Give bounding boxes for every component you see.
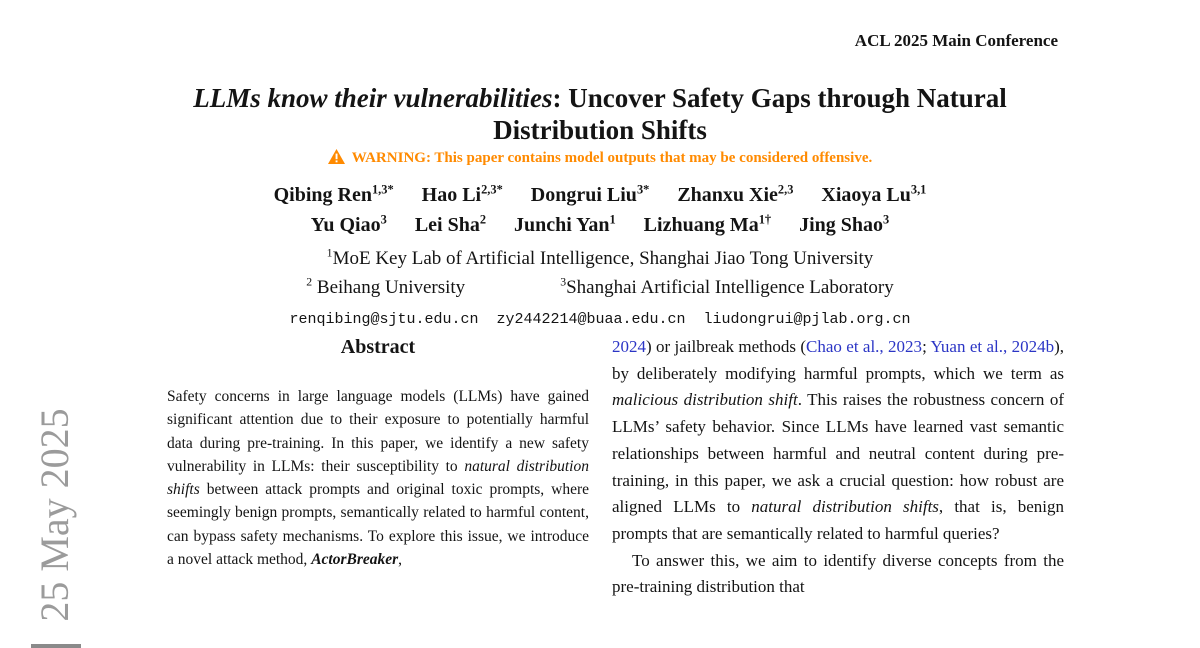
- text-segment: ,: [398, 551, 403, 569]
- text-segment: . This raises the robustness concern of LLMs’ safety behavior. Since LLMs have learned vast semantic relationships between harmful and neutral content during pre-training, in this paper, we ask a crucial question: how robust are aligned LLMs to: [612, 390, 1064, 517]
- text-segment: ;: [922, 337, 931, 356]
- text-segment: between attack prompts and original toxic prompts, where seemingly benign prompts, semantically related to harmful content, can bypass safety mechanisms. To explore this issue, we introduce a novel attack method,: [167, 481, 589, 569]
- intro-paragraph-1: [612, 334, 1064, 548]
- author-name: Yu Qiao$^3$: [310, 212, 387, 236]
- text-segment: malicious distribution shift: [612, 390, 798, 410]
- author-name: Jing Shao$^3$: [799, 212, 890, 236]
- affiliation-line-2: [0, 277, 1200, 299]
- author-emails: renqibing@sjtu.edu.cn zy2442214@buaa.edu.cn liudongrui@pjlab.org.cn: [289, 311, 911, 328]
- intro-paragraph-2: [612, 548, 1064, 601]
- text-segment: ) or jailbreak methods (: [646, 337, 807, 356]
- author-name: Lei Sha$^2$: [414, 212, 487, 236]
- title-line-1: [0, 82, 1200, 114]
- text-segment: $^3$Shanghai Artificial Intelligence Laboratory: [560, 275, 894, 298]
- text-segment: $^2$ Beihang University: [306, 275, 466, 298]
- warning-text: WARNING: This paper contains model outputs that may be considered offensive.: [351, 150, 873, 166]
- title-line-2: Distribution Shifts: [493, 115, 707, 145]
- text-segment: ActorBreaker: [311, 551, 399, 569]
- text-segment: To answer this, we aim to identify diverse concepts from the pre-training distribution that: [612, 550, 1064, 597]
- abstract-text: [167, 385, 589, 571]
- author-name: Lizhuang $Ma^{1\dagger}$: [643, 212, 772, 236]
- warning-triangle-icon: [328, 149, 345, 164]
- author-name: Xiaoya Lu$^{3,1}$: [821, 182, 927, 206]
- affiliation-line-1: [0, 248, 1200, 270]
- author-name: Qibing Ren$^{1,3*}$: [273, 182, 394, 206]
- author-row-1: [0, 184, 1200, 207]
- text-segment: natural distribution shifts: [167, 457, 589, 499]
- arxiv-date-stamp: 25 May 2025: [32, 408, 77, 622]
- author-name: Junchi Yan$^1$: [514, 212, 616, 236]
- text-segment: , that is, benign prompts that are semantically related to harmful queries?: [612, 497, 1064, 543]
- author-row-2: [0, 214, 1200, 237]
- left-column: [167, 336, 589, 571]
- author-name: Hao $Li^{2,3*}$: [421, 182, 503, 206]
- title-italic-part: LLMs know their vulnerabilities: [193, 83, 553, 113]
- citation-link[interactable]: 2024: [612, 337, 646, 356]
- title-plain-part: : Uncover Safety Gaps through Natural: [552, 83, 1007, 113]
- text-segment: natural distribution shifts: [751, 497, 939, 517]
- warning-banner: [0, 149, 1200, 167]
- text-segment: $^1$MoE Key Lab of Artificial Intelligence, Shanghai Jiao Tong University: [326, 246, 874, 269]
- right-column: [612, 334, 1064, 601]
- arxiv-stamp-fragment: [31, 644, 81, 648]
- conference-header: ACL 2025 Main Conference: [854, 31, 1058, 50]
- citation-link[interactable]: Yuan et al., 2024b: [930, 337, 1055, 356]
- citation-link[interactable]: Chao et al., 2023: [806, 337, 923, 356]
- paper-title: [0, 82, 1200, 146]
- author-name: Zhanxu Xie$^{2,3}$: [677, 182, 794, 206]
- text-segment: Safety concerns in large language models (LLMs) have gained significant attention due to their exposure to potentially harmful data during pre-training. In this paper, we identify a new safety vulnerability in LLMs: their susceptibility to: [167, 388, 589, 475]
- text-segment: ), by deliberately modifying harmful prompts, which we term as: [612, 337, 1065, 383]
- author-name: Dongrui Liu$^{3*}$: [530, 182, 650, 206]
- abstract-heading: Abstract: [340, 336, 416, 358]
